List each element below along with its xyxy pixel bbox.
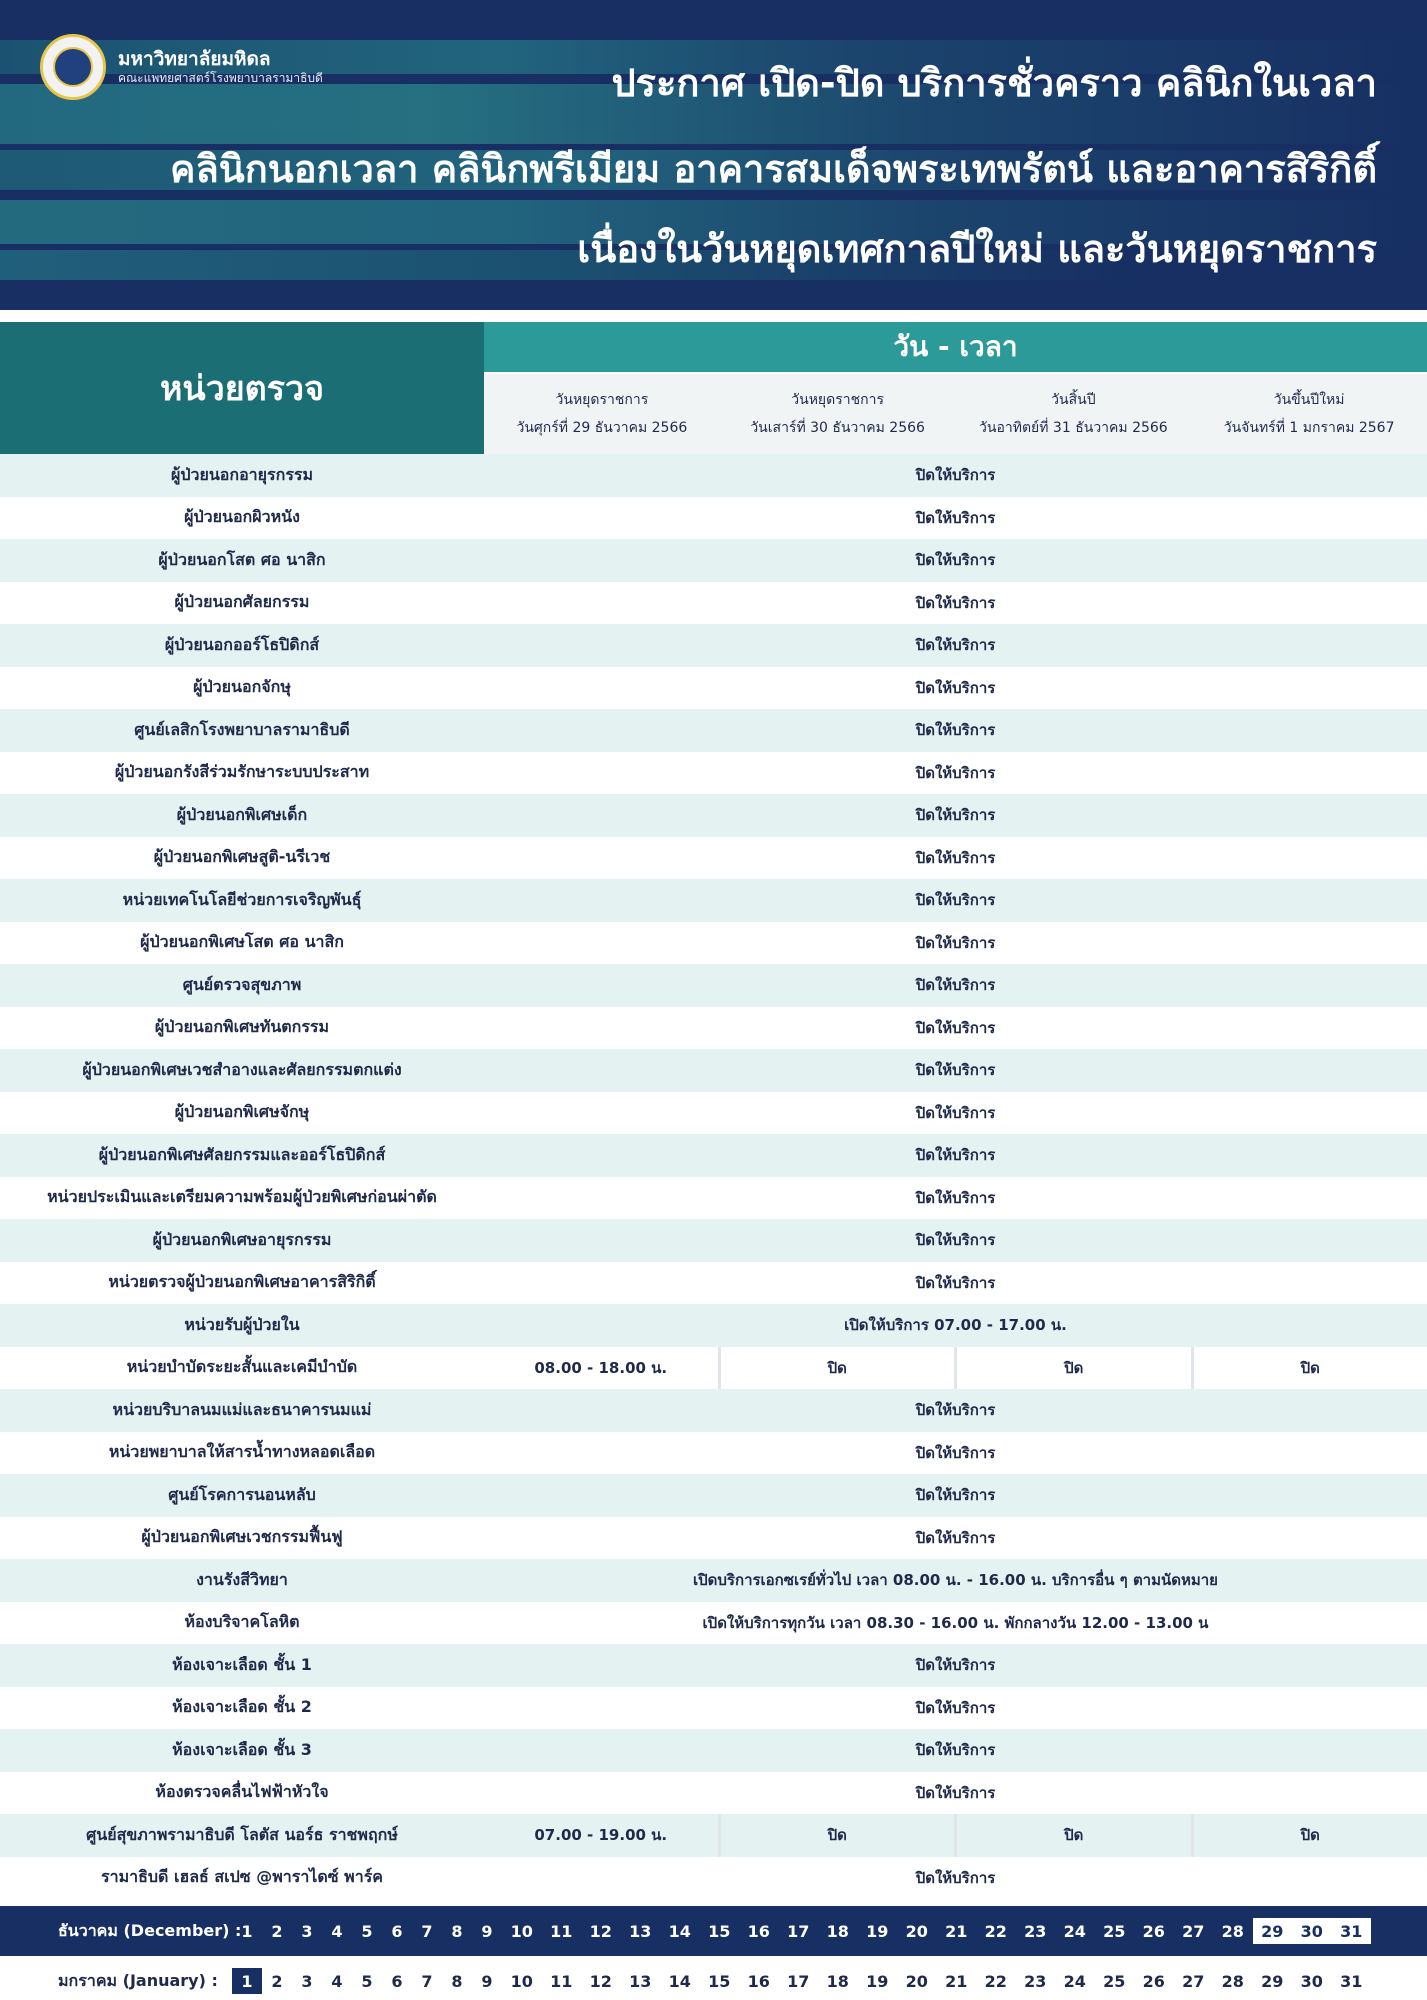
calendar-day: 29 (1261, 1971, 1284, 1991)
unit-name: ห้องเจาะเลือด ชั้น 2 (172, 1697, 312, 1717)
page-title-line-3: เนื่องในวันหยุดเทศกาลปีใหม่ และวันหยุดราชการ (577, 227, 1377, 271)
calendar-day: 3 (301, 1971, 313, 1991)
unit-name: ผู้ป่วยนอกผิวหนัง (184, 507, 300, 527)
table-row (0, 582, 1427, 625)
calendar-day: 6 (391, 1971, 403, 1991)
calendar-day: 16 (747, 1971, 770, 1991)
calendar-day: 30 (1300, 1971, 1323, 1991)
schedule-status: ปิดให้บริการ (915, 1741, 996, 1760)
unit-name: ศูนย์ตรวจสุขภาพ (182, 974, 302, 994)
table-row (0, 709, 1427, 752)
row-cells (484, 1814, 1427, 1857)
date-header-4 (1191, 374, 1427, 454)
schedule-status: เปิดให้บริการทุกวัน เวลา 08.30 - 16.00 น. พักกลางวัน 12.00 - 13.00 น (702, 1613, 1209, 1632)
calendar-day: 13 (629, 1971, 652, 1991)
calendar-day: 24 (1063, 1921, 1086, 1941)
calendar-day: 17 (787, 1971, 810, 1991)
table-row (0, 752, 1427, 795)
unit-name: ผู้ป่วยนอกจักษุ (193, 677, 291, 697)
schedule-status: ปิดให้บริการ (915, 1103, 996, 1122)
calendar-day: 15 (708, 1971, 731, 1991)
unit-name: ผู้ป่วยนอกออร์โธปิดิกส์ (164, 634, 320, 654)
calendar-day: 25 (1103, 1921, 1126, 1941)
schedule-status: ปิดให้บริการ (915, 806, 996, 825)
unit-name: ผู้ป่วยนอกพิเศษโสต ศอ นาสิก (140, 932, 344, 952)
schedule-status: ปิดให้บริการ (915, 1528, 996, 1547)
schedule-status: ปิดให้บริการ (915, 933, 996, 952)
schedule-status: ปิดให้บริการ (915, 551, 996, 570)
table-row (0, 1177, 1427, 1220)
unit-name: ห้องตรวจคลื่นไฟฟ้าหัวใจ (155, 1782, 329, 1802)
table-row (0, 1092, 1427, 1135)
unit-name: งานรังสีวิทยา (196, 1569, 288, 1589)
schedule-status: ปิดให้บริการ (915, 508, 996, 527)
unit-name: ห้องบริจาคโลหิต (184, 1612, 300, 1632)
calendar-day: 14 (668, 1921, 691, 1941)
calendar-day: 11 (550, 1921, 573, 1941)
table-body (0, 454, 1427, 1899)
unit-column-header: หน่วยตรวจ (0, 322, 484, 454)
calendar-day: 28 (1221, 1921, 1244, 1941)
schedule-status: ปิดให้บริการ (915, 1273, 996, 1292)
calendar-day: 7 (421, 1921, 433, 1941)
row-cells (484, 1347, 1427, 1390)
calendar-day-highlighted: 1 (232, 1968, 262, 1994)
table-row (0, 1432, 1427, 1475)
calendar-day: 8 (451, 1971, 463, 1991)
schedule-status: ปิดให้บริการ (915, 1061, 996, 1080)
unit-name: ผู้ป่วยนอกพิเศษศัลยกรรมและออร์โธปิดิกส์ (98, 1144, 386, 1164)
table-row (0, 1729, 1427, 1772)
schedule-cell: ปิด (954, 1814, 1191, 1857)
unit-name: ผู้ป่วยนอกอายุรกรรม (170, 464, 314, 484)
unit-name: ผู้ป่วยนอกพิเศษเวชกรรมฟื้นฟู (141, 1527, 343, 1547)
table-row (0, 624, 1427, 667)
table-row (0, 1304, 1427, 1347)
calendar-day: 20 (905, 1921, 928, 1941)
table-row (0, 879, 1427, 922)
calendar-days (232, 1918, 1371, 1944)
calendar-day: 31 (1340, 1971, 1363, 1991)
calendar-day: 18 (826, 1971, 849, 1991)
table-row (0, 1857, 1427, 1900)
calendar-day: 15 (708, 1921, 731, 1941)
unit-name: หน่วยเทคโนโลยีช่วยการเจริญพันธุ์ (122, 889, 362, 909)
unit-name: ห้องเจาะเลือด ชั้น 1 (172, 1654, 312, 1674)
calendar-day: 7 (421, 1971, 433, 1991)
calendar-day: 1 (241, 1921, 253, 1941)
calendar-day: 6 (391, 1921, 403, 1941)
schedule-status: ปิดให้บริการ (915, 1486, 996, 1505)
calendar-day: 21 (945, 1971, 968, 1991)
table-row (0, 1644, 1427, 1687)
unit-name: หน่วยรับผู้ป่วยใน (184, 1314, 300, 1334)
date-header-day-type: วันสิ้นปี (1051, 392, 1096, 408)
logo-university-name: มหาวิทยาลัยมหิดล (118, 48, 271, 70)
schedule-status: ปิดให้บริการ (915, 678, 996, 697)
unit-name: ผู้ป่วยนอกโสต ศอ นาสิก (158, 549, 326, 569)
calendar-day: 21 (945, 1921, 968, 1941)
unit-name: ผู้ป่วยนอกพิเศษเวชสำอางและศัลยกรรมตกแต่ง (82, 1059, 402, 1079)
schedule-cell: ปิด (1191, 1814, 1427, 1857)
unit-name: ศูนย์โรคการนอนหลับ (168, 1484, 316, 1504)
calendar-december (0, 1906, 1427, 1956)
calendar-day: 9 (481, 1971, 493, 1991)
schedule-status: ปิดให้บริการ (915, 1656, 996, 1675)
table-row (0, 1772, 1427, 1815)
schedule-cell: 07.00 - 19.00 น. (484, 1814, 718, 1857)
schedule-status: ปิดให้บริการ (915, 721, 996, 740)
calendar-day: 12 (589, 1921, 612, 1941)
calendar-day: 22 (984, 1971, 1007, 1991)
table-row (0, 1007, 1427, 1050)
schedule-status: ปิดให้บริการ (915, 593, 996, 612)
unit-name: รามาธิบดี เฮลธ์ สเปซ @พาราไดซ์ พาร์ค (101, 1867, 383, 1887)
table-row (0, 964, 1427, 1007)
university-seal-icon (40, 34, 106, 100)
unit-name: ผู้ป่วยนอกพิเศษอายุรกรรม (152, 1229, 332, 1249)
calendar-day: 4 (331, 1921, 343, 1941)
table-row (0, 497, 1427, 540)
date-header-date: วันศุกร์ที่ 29 ธันวาคม 2566 (516, 420, 688, 436)
table-row (0, 1517, 1427, 1560)
schedule-status: ปิดให้บริการ (915, 1698, 996, 1717)
schedule-status: ปิดให้บริการ (915, 763, 996, 782)
date-header-day-type: วันหยุดราชการ (791, 392, 884, 408)
schedule-status: เปิดให้บริการ 07.00 - 17.00 น. (844, 1316, 1067, 1335)
unit-name: หน่วยบริบาลนมแม่และธนาคารนมแม่ (112, 1399, 372, 1419)
calendar-day: 9 (481, 1921, 493, 1941)
table-row (0, 667, 1427, 710)
calendar-day: 16 (747, 1921, 770, 1941)
date-header-date: วันอาทิตย์ที่ 31 ธันวาคม 2566 (979, 420, 1168, 436)
calendar-day: 5 (361, 1921, 373, 1941)
calendar-day: 3 (301, 1921, 313, 1941)
table-row (0, 1389, 1427, 1432)
calendar-day: 14 (668, 1971, 691, 1991)
table-row (0, 837, 1427, 880)
table-row (0, 922, 1427, 965)
calendar-day: 23 (1024, 1971, 1047, 1991)
table-row (0, 1049, 1427, 1092)
schedule-status: ปิดให้บริการ (915, 1868, 996, 1887)
calendar-day: 26 (1142, 1921, 1165, 1941)
schedule-status: ปิดให้บริการ (915, 636, 996, 655)
schedule-status: ปิดให้บริการ (915, 848, 996, 867)
table-row (0, 454, 1427, 497)
table-row (0, 1347, 1427, 1390)
calendar-day: 13 (629, 1921, 652, 1941)
calendar-day: 26 (1142, 1971, 1165, 1991)
date-header-1 (484, 374, 723, 454)
schedule-cell: ปิด (718, 1347, 955, 1390)
date-header-2 (720, 374, 959, 454)
calendar-day: 2 (271, 1971, 283, 1991)
unit-name: ผู้ป่วยนอกพิเศษเด็ก (176, 804, 308, 824)
unit-name: หน่วยประเมินและเตรียมความพร้อมผู้ป่วยพิเศษก่อนผ่าตัด (47, 1187, 437, 1207)
table-row (0, 1814, 1427, 1857)
calendar-day: 22 (984, 1921, 1007, 1941)
schedule-status: ปิดให้บริการ (915, 1443, 996, 1462)
calendar-day: 24 (1063, 1971, 1086, 1991)
calendar-day-highlighted: 31 (1332, 1918, 1372, 1944)
calendar-day: 25 (1103, 1971, 1126, 1991)
calendar-day: 5 (361, 1971, 373, 1991)
schedule-cell: ปิด (718, 1814, 955, 1857)
datetime-header: วัน - เวลา (484, 322, 1427, 372)
schedule-status: ปิดให้บริการ (915, 976, 996, 995)
unit-name: หน่วยพยาบาลให้สารน้ำทางหลอดเลือด (108, 1442, 376, 1462)
calendar-day: 20 (905, 1971, 928, 1991)
calendar-january (0, 1962, 1427, 2000)
table-row (0, 1687, 1427, 1730)
schedule-status: ปิดให้บริการ (915, 1231, 996, 1250)
unit-name: ผู้ป่วยนอกพิเศษจักษุ (174, 1102, 310, 1122)
schedule-status: ปิดให้บริการ (915, 1146, 996, 1165)
calendar-day-highlighted: 29 (1253, 1918, 1293, 1944)
calendar-month-label: มกราคม (January) : (58, 1970, 218, 1990)
table-row (0, 539, 1427, 582)
unit-name: ผู้ป่วยนอกพิเศษทันตกรรม (154, 1017, 330, 1037)
logo (40, 34, 323, 100)
divider (0, 310, 1427, 322)
schedule-status: ปิดให้บริการ (915, 891, 996, 910)
calendar-month-label: ธันวาคม (December) : (58, 1920, 242, 1940)
calendar-day: 18 (826, 1921, 849, 1941)
header-banner (0, 0, 1427, 310)
table-row (0, 1134, 1427, 1177)
calendar-day: 17 (787, 1921, 810, 1941)
date-header-date: วันจันทร์ที่ 1 มกราคม 2567 (1223, 420, 1395, 436)
page-title-line-1: ประกาศ เปิด-ปิด บริการชั่วคราว คลินิกในเวลา (611, 61, 1377, 105)
schedule-status: ปิดให้บริการ (915, 1188, 996, 1207)
date-header-3 (956, 374, 1195, 454)
schedule-status: ปิดให้บริการ (915, 466, 996, 485)
date-header-day-type: วันขึ้นปีใหม่ (1273, 392, 1345, 408)
schedule-cell: ปิด (954, 1347, 1191, 1390)
calendar-day: 8 (451, 1921, 463, 1941)
unit-name: ผู้ป่วยนอกรังสีร่วมรักษาระบบประสาท (114, 762, 370, 782)
calendar-day: 23 (1024, 1921, 1047, 1941)
calendar-days (232, 1968, 1371, 1994)
unit-name: ศูนย์สุขภาพรามาธิบดี โลตัส นอร์ธ ราชพฤกษ์ (86, 1824, 398, 1844)
calendar-day: 28 (1221, 1971, 1244, 1991)
calendar-day: 11 (550, 1971, 573, 1991)
date-header-date: วันเสาร์ที่ 30 ธันวาคม 2566 (750, 420, 925, 436)
unit-name: ผู้ป่วยนอกพิเศษสูติ-นรีเวช (153, 847, 331, 867)
table-row (0, 1219, 1427, 1262)
date-header-day-type: วันหยุดราชการ (555, 392, 649, 408)
page-title-line-2: คลินิกนอกเวลา คลินิกพรีเมียม อาคารสมเด็จพระเทพรัตน์ และอาคารสิริกิติ์ (170, 147, 1377, 191)
calendar-day: 27 (1182, 1921, 1205, 1941)
schedule-status: ปิดให้บริการ (915, 1783, 996, 1802)
calendar-day: 27 (1182, 1971, 1205, 1991)
schedule-cell: 08.00 - 18.00 น. (534, 1358, 668, 1377)
calendar-day: 10 (510, 1971, 533, 1991)
table-row (0, 794, 1427, 837)
schedule-status: ปิดให้บริการ (915, 1401, 996, 1420)
unit-name: หน่วยบำบัดระยะสั้นและเคมีบำบัด (126, 1357, 358, 1377)
unit-name: ผู้ป่วยนอกศัลยกรรม (174, 592, 310, 612)
calendar-day: 10 (510, 1921, 533, 1941)
table-row (0, 1602, 1427, 1645)
table-row (0, 1559, 1427, 1602)
unit-name: ห้องเจาะเลือด ชั้น 3 (172, 1739, 312, 1759)
calendar-day: 4 (331, 1971, 343, 1991)
schedule-status: ปิดให้บริการ (915, 1018, 996, 1037)
calendar-day: 19 (866, 1921, 889, 1941)
unit-name: ศูนย์เลสิกโรงพยาบาลรามาธิบดี (134, 719, 350, 739)
table-row (0, 1474, 1427, 1517)
calendar-day: 19 (866, 1971, 889, 1991)
calendar-day: 2 (271, 1921, 283, 1941)
logo-faculty-name: คณะแพทยศาสตร์โรงพยาบาลรามาธิบดี (118, 71, 323, 85)
schedule-cell: ปิด (1191, 1347, 1427, 1390)
schedule-status: เปิดบริการเอกซเรย์ทั่วไป เวลา 08.00 น. - 16.00 น. บริการอื่น ๆ ตามนัดหมาย (693, 1571, 1218, 1590)
calendar-day: 12 (589, 1971, 612, 1991)
calendar-day-highlighted: 30 (1292, 1918, 1332, 1944)
unit-name: หน่วยตรวจผู้ป่วยนอกพิเศษอาคารสิริกิติ์ (108, 1272, 376, 1292)
table-row (0, 1262, 1427, 1305)
